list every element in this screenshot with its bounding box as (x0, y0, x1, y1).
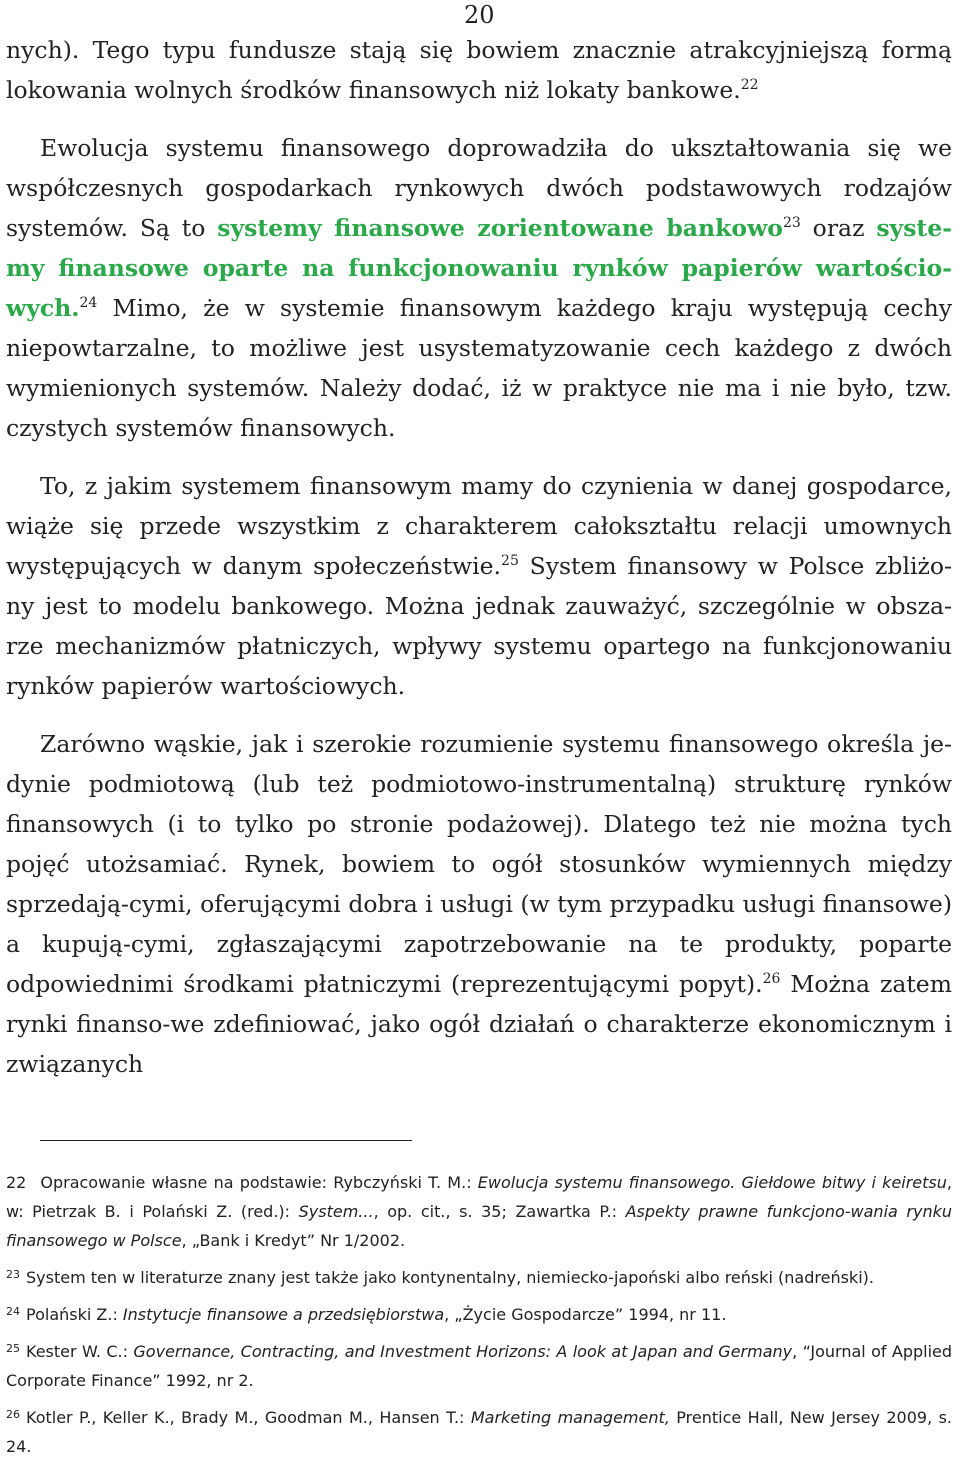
paragraph-3 (6, 724, 952, 1084)
footnote-number: 24 (6, 1305, 20, 1318)
footnote-text: , „Bank i Kredyt” Nr 1/2002. (181, 1231, 406, 1250)
paragraph-text: System finansowy w Polsce zbliżo-ny jest to modelu bankowego. Można jednak zauważyć, szczególnie w obsza-rze mechanizmów płatniczych, wpływy systemu opartego na funkcjonowaniu rynków papierów wartościowych. (6, 552, 952, 700)
footnote-divider (40, 1140, 412, 1141)
paragraph-text: oraz (800, 214, 877, 242)
footnote-number: 26 (6, 1408, 20, 1421)
footnote-text: Prentice Hall, New Jersey 2009, s. 24. (6, 1408, 953, 1456)
footnote-title: Governance, Contracting, and Investment Horizons: A look at Japan and Germany (133, 1342, 793, 1361)
footnote-text: , „Życie Gospodarcze” 1994, nr 11. (444, 1305, 727, 1324)
footnote-ref-25[interactable]: 25 (501, 553, 519, 569)
paragraph-text: Zarówno wąskie, jak i szerokie rozumienie systemu finansowego określa je-dynie podmiotową (lub też podmiotowo-instrumentalną) strukturę rynków finansowych (i to tylko po stronie podażowej). Dlatego też nie można tych pojęć utożsamiać. Rynek, bowiem to ogół stosunków wymiennych między sprzedają-cymi, oferującymi dobra i usługi (w tym przypadku usługi finansowe) a kupują-cymi, zgłaszającymi zapotrzebowanie na te produkty, poparte odpowiednimi środkami płatniczymi (reprezentującymi popyt). (6, 730, 952, 998)
footnote-number: 22 (6, 1173, 27, 1192)
page-number: 20 (464, 1, 495, 29)
footnote-ref-26[interactable]: 26 (762, 971, 781, 987)
footnote-text: , “Journal of Applied Corporate Finance” 1992, nr 2. (6, 1342, 953, 1390)
footnote-22 (6, 1168, 952, 1255)
paragraph-0 (6, 30, 952, 110)
paragraph-text: Mimo, że w systemie finansowym każdego kraju występują cechy niepowtarzalne, to możliwe jest usystematyzowanie cech każdego z dwóch wymienionych systemów. Należy dodać, iż w praktyce nie ma i nie było, tzw. czystych systemów finansowych. (6, 294, 952, 442)
footnote-ref-22[interactable]: 22 (740, 77, 759, 93)
paragraph-1 (6, 128, 952, 448)
footnote-text: , op. cit., s. 35; Zawartka P.: (373, 1202, 626, 1221)
footnote-title: System... (298, 1202, 374, 1221)
footnote-25 (6, 1337, 952, 1395)
footnote-text: System ten w literaturze znany jest także jako kontynentalny, niemiecko-japoński albo reński (nadreński). (26, 1268, 874, 1287)
footnote-ref-24[interactable]: 24 (79, 295, 98, 311)
footnote-number: 23 (6, 1268, 20, 1281)
highlight-market-oriented: syste-my finansowe oparte na funkcjonowaniu rynków papierów wartościo-wych. (6, 214, 952, 322)
footnote-number: 25 (6, 1342, 20, 1355)
footnote-text: Opracowanie własne na podstawie: Rybczyński T. M.: (40, 1173, 478, 1192)
footnote-24 (6, 1300, 952, 1329)
footnote-title: Aspekty prawne funkcjono-wania rynku finansowego w Polsce (6, 1202, 952, 1250)
footnotes (6, 1168, 952, 1469)
footnote-text: Polański Z.: (26, 1305, 123, 1324)
footnote-23 (6, 1263, 952, 1292)
body-text (6, 30, 952, 1084)
footnote-26 (6, 1403, 952, 1461)
footnote-title: Instytucje finansowe a przedsiębiorstwa (122, 1305, 445, 1324)
footnote-title: Marketing management, (470, 1408, 670, 1427)
footnote-text: Kotler P., Keller K., Brady M., Goodman M., Hansen T.: (26, 1408, 471, 1427)
footnote-text: , w: Pietrzak B. i Polański Z. (red.): (6, 1173, 952, 1221)
footnote-text: Kester W. C.: (26, 1342, 134, 1361)
paragraph-2 (6, 466, 952, 706)
highlight-bank-oriented: systemy finansowe zorientowane bankowo (217, 214, 783, 242)
footnote-ref-23[interactable]: 23 (782, 215, 801, 231)
footnote-title: Ewolucja systemu finansowego. Giełdowe bitwy i keiretsu (477, 1173, 947, 1192)
paragraph-text: nych). Tego typu fundusze stają się bowiem znacznie atrakcyjniejszą formą lokowania wolnych środków finansowych niż lokaty bankowe. (6, 36, 952, 104)
paragraph-text: To, z jakim systemem finansowym mamy do czynienia w danej gospodarce, wiąże się przede wszystkim z charakterem całokształtu relacji umownych występujących w danym społeczeństwie. (6, 472, 952, 580)
paragraph-text: Można zatem rynki finanso-we zdefiniować, jako ogół działań o charakterze ekonomicznym i związanych (6, 970, 952, 1078)
paragraph-text: Ewolucja systemu finansowego doprowadziła do ukształtowania się we współczesnych gospodarkach rynkowych dwóch podstawowych rodzajów systemów. Są to (6, 134, 952, 242)
